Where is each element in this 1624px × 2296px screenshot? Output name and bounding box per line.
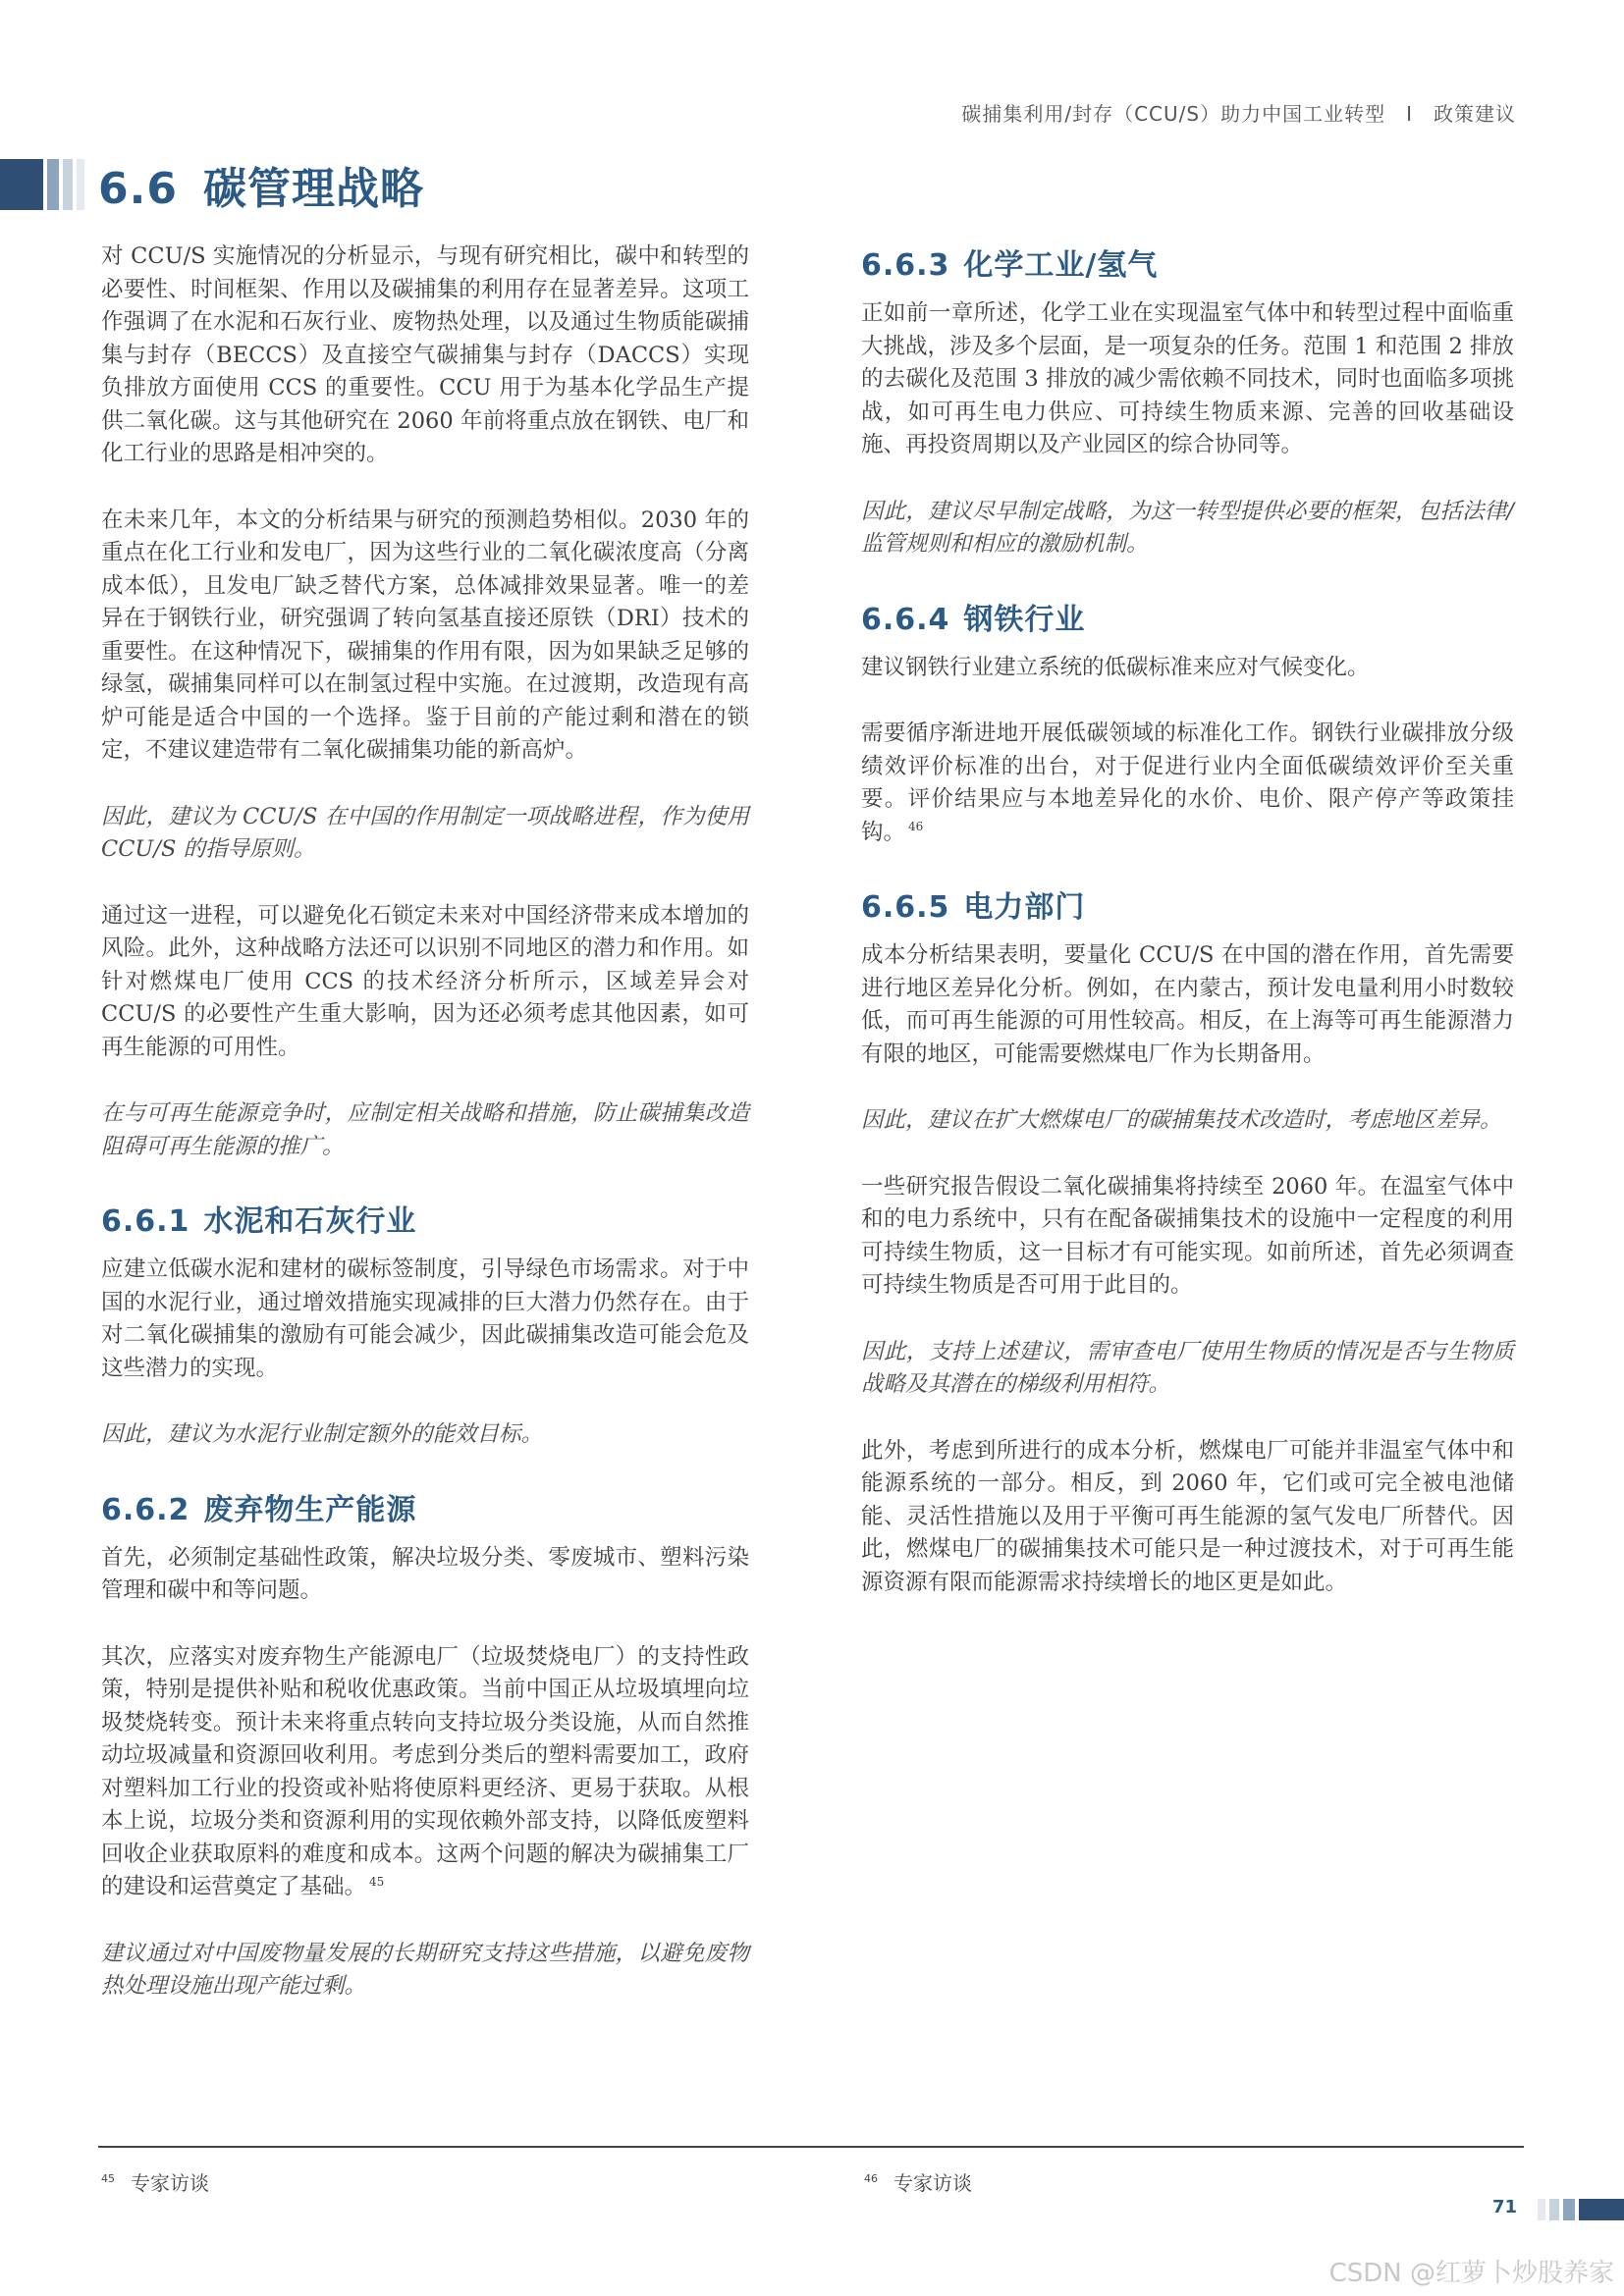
left-column bbox=[101, 240, 749, 2037]
footer-decoration-bars bbox=[1538, 2199, 1624, 2220]
recommendation: 因此，建议在扩大燃煤电厂的碳捕集技术改造时，考虑地区差异。 bbox=[861, 1107, 1502, 1133]
paragraph: 一些研究报告假设二氧化碳捕集将持续至 2060 年。在温室气体中和的电力系统中，只有在配备碳捕集技术的设施中一定程度的利用可持续生物质，这一目标才有可能实现。如前所述，首先必须调查可持续生物质是否可用于此目的。 bbox=[861, 1173, 1514, 1298]
page-title bbox=[98, 153, 424, 216]
paragraph: 在未来几年，本文的分析结果与研究的预测趋势相似。2030 年的重点在化工行业和发电厂，因为这些行业的二氧化碳浓度高（分离成本低），且发电厂缺乏替代方案，总体减排效果显著。唯一的差异在于钢铁行业，研究强调了转向氢基直接还原铁（DRI）技术的重要性。在这种情况下，碳捕集的作用有限，因为如果缺乏足够的绿氢，碳捕集同样可以在制氢过程中实施。在过渡期，改造现有高炉可能是适合中国的一个选择。鉴于目前的产能过剩和潜在的锁定，不建议建造带有二氧化碳捕集功能的新高炉。 bbox=[101, 507, 749, 763]
paragraph: 成本分析结果表明，要量化 CCU/S 在中国的潜在作用，首先需要进行地区差异化分析。例如，在内蒙古，预计发电量利用小时数较低，而可再生能源的可用性较高。相反，在上海等可再生能源潜力有限的地区，可能需要燃煤电厂作为长期备用。 bbox=[861, 942, 1514, 1067]
paragraph: 建议钢铁行业建立系统的低碳标准来应对气候变化。 bbox=[861, 654, 1370, 680]
footnote-divider bbox=[98, 2146, 1524, 2148]
recommendation: 因此，支持上述建议，需审查电厂使用生物质的情况是否与生物质战略及其潜在的梯级利用相符。 bbox=[861, 1338, 1514, 1397]
footnote: $^{45}$ 专家访谈 bbox=[101, 2171, 209, 2195]
paragraph: 应建立低碳水泥和建材的碳标签制度，引导绿色市场需求。对于中国的水泥行业，通过增效措施实现减排的巨大潜力仍然存在。由于对二氧化碳捕集的激励有可能会减少，因此碳捕集改造可能会危及这些潜力的实现。 bbox=[101, 1256, 749, 1381]
title-decoration-bars bbox=[0, 159, 84, 210]
subsection-heading-waste-energy: 6.6.2 废弃物生产能源 bbox=[101, 1492, 417, 1527]
recommendation: 在与可再生能源竞争时，应制定相关战略和措施，防止碳捕集改造阻碍可再生能源的推广。 bbox=[101, 1100, 749, 1159]
subsection-heading-cement: 6.6.1 水泥和石灰行业 bbox=[101, 1204, 417, 1239]
paragraph: 需要循序渐进地开展低碳领域的标准化工作。钢铁行业碳排放分级绩效评价标准的出台，对于促进行业内全面低碳绩效评价至关重要。评价结果应与本地差异化的水价、电价、限产停产等政策挂钩。 $^{46}$ bbox=[861, 721, 1514, 845]
paragraph: 通过这一进程，可以避免化石锁定未来对中国经济带来成本增加的风险。此外，这种战略方法还可以识别不同地区的潜力和作用。如针对燃煤电厂使用 CCS 的技术经济分析所示，区域差异会对 CCU/S 的必要性产生重大影响，因为还必须考虑其他因素，如可再生能源的可用性。 bbox=[101, 902, 749, 1060]
running-header: 碳捕集利用/封存（CCU/S）助力中国工业转型 I 政策建议 bbox=[961, 102, 1516, 126]
paragraph: 首先，必须制定基础性政策，解决垃圾分类、零废城市、塑料污染管理和碳中和等问题。 bbox=[101, 1544, 749, 1603]
recommendation: 因此，建议尽早制定战略，为这一转型提供必要的框架，包括法律/监管规则和相应的激励机制。 bbox=[861, 498, 1514, 557]
section-title-text: 碳管理战略 bbox=[202, 164, 424, 214]
subsection-heading-steel: 6.6.4 钢铁行业 bbox=[861, 602, 1086, 637]
paragraph: 此外，考虑到所进行的成本分析，燃煤电厂可能并非温室气体中和能源系统的一部分。相反，到 2060 年，它们或可完全被电池储能、灵活性措施以及用于平衡可再生能源的氢气发电厂所替代。因此，燃煤电厂的碳捕集技术可能只是一种过渡技术，对于可再生能源资源有限而能源需求持续增长的地区更是如此。 bbox=[861, 1437, 1514, 1595]
section-number: 6.6 bbox=[98, 164, 178, 214]
footnote: $^{46}$ 专家访谈 bbox=[864, 2171, 972, 2195]
paragraph: 其次，应落实对废弃物生产能源电厂（垃圾焚烧电厂）的支持性政策，特别是提供补贴和税收优惠政策。当前中国正从垃圾填埋向垃圾焚烧转变。预计未来将重点转向支持垃圾分类设施，从而自然推动垃圾减量和资源回收利用。考虑到分类后的塑料需要加工，政府对塑料加工行业的投资或补贴将使原料更经济、更易于获取。从根本上说，垃圾分类和资源利用的实现依赖外部支持，以降低废塑料回收企业获取原料的难度和成本。这两个问题的解决为碳捕集工厂的建设和运营奠定了基础。 $^{45}$ bbox=[101, 1643, 749, 1899]
subsection-heading-power: 6.6.5 电力部门 bbox=[861, 890, 1086, 925]
paragraph: 对 CCU/S 实施情况的分析显示，与现有研究相比，碳中和转型的必要性、时间框架、作用以及碳捕集的利用存在显著差异。这项工作强调了在水泥和石灰行业、废物热处理，以及通过生物质能碳捕集与封存（BECCS）及直接空气碳捕集与封存（DACCS）实现负排放方面使用 CCS 的重要性。CCU 用于为基本化学品生产提供二氧化碳。这与其他研究在 2060 年前将重点放在钢铁、电厂和化工行业的思路是相冲突的。 bbox=[101, 243, 749, 466]
right-column bbox=[861, 240, 1514, 1632]
watermark: CSDN @红萝卜炒股养家 bbox=[1328, 2259, 1614, 2288]
paragraph: 正如前一章所述，化学工业在实现温室气体中和转型过程中面临重大挑战，涉及多个层面，是一项复杂的任务。范围 1 和范围 2 排放的去碳化及范围 3 排放的减少需依赖不同技术，同时也面临多项挑战，如可再生电力供应、可持续生物质来源、完善的回收基础设施、再投资周期以及产业园区的综合协同等。 bbox=[861, 300, 1514, 457]
recommendation: 建议通过对中国废物量发展的长期研究支持这些措施，以避免废物热处理设施出现产能过剩。 bbox=[101, 1940, 749, 1999]
recommendation: 因此，建议为 CCU/S 在中国的作用制定一项战略进程，作为使用 CCU/S 的指导原则。 bbox=[101, 803, 749, 862]
footnote-ref[interactable]: 46 bbox=[908, 820, 924, 833]
subsection-heading-chemical: 6.6.3 化学工业/氢气 bbox=[861, 248, 1159, 283]
recommendation: 因此，建议为水泥行业制定额外的能效目标。 bbox=[101, 1421, 544, 1447]
footnote-ref[interactable]: 45 bbox=[369, 1874, 385, 1889]
page-number: 71 bbox=[1492, 2197, 1518, 2217]
